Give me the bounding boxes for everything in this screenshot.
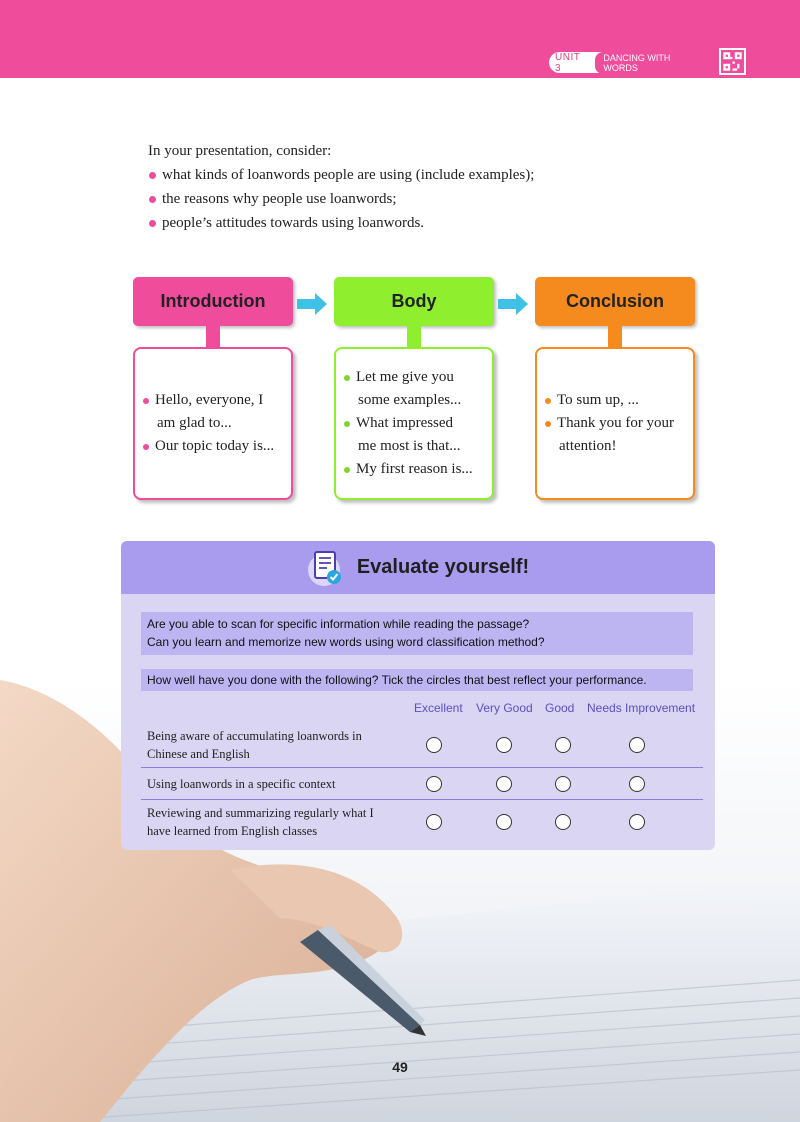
- body-heading: Body: [334, 277, 494, 326]
- rating-circle-needs-improvement[interactable]: [629, 814, 645, 830]
- unit-tag: [549, 52, 715, 73]
- column-good: Good: [545, 701, 575, 715]
- phrase: My first reason is...: [344, 458, 473, 481]
- rating-circle-excellent[interactable]: [426, 776, 442, 792]
- qr-code-icon: [719, 48, 746, 75]
- rating-circle-excellent[interactable]: [426, 814, 442, 830]
- phrase-continuation: am glad to...: [157, 415, 232, 431]
- phrase: What impressed: [344, 412, 473, 435]
- column-very-good: Very Good: [476, 701, 533, 715]
- intro-lead: In your presentation, consider:: [148, 143, 332, 159]
- instruction: How well have you done with the following? Tick the circles that best reflect your performance.: [141, 669, 693, 691]
- body-card: [334, 347, 494, 500]
- evaluation-row: [141, 773, 703, 799]
- intro-bullet: the reasons why people use loanwords;: [148, 187, 534, 211]
- connector: [608, 325, 622, 349]
- rating-circle-good[interactable]: [555, 737, 571, 753]
- column-needs-improvement: Needs Improvement: [587, 701, 696, 715]
- unit-label: UNIT 3: [555, 51, 581, 74]
- row-label: Chinese and English: [147, 747, 250, 761]
- rating-circle-needs-improvement[interactable]: [629, 737, 645, 753]
- rating-circle-good[interactable]: [555, 814, 571, 830]
- intro-bullet: people’s attitudes towards using loanwords.: [148, 211, 534, 235]
- unit-title: DANCING WITH WORDS: [595, 52, 715, 74]
- question-box: [141, 612, 693, 655]
- intro-bullet-list: [148, 163, 534, 235]
- arrow-right-icon: [297, 293, 329, 315]
- arrow-right-icon: [498, 293, 530, 315]
- intro-bullet: what kinds of loanwords people are using (include examples);: [148, 163, 534, 187]
- evaluate-panel: [121, 541, 715, 850]
- question: Can you learn and memorize new words using word classification method?: [147, 635, 545, 649]
- conclusion-card: [535, 347, 695, 500]
- evaluate-title: Evaluate yourself!: [356, 556, 530, 578]
- phrase: Hello, everyone, I: [143, 389, 274, 412]
- intro-text: [148, 139, 534, 235]
- rating-circle-good[interactable]: [555, 776, 571, 792]
- rating-circle-very-good[interactable]: [496, 776, 512, 792]
- phrase-continuation: me most is that...: [358, 438, 461, 454]
- row-label: Using loanwords in a specific context: [147, 777, 336, 791]
- page-number: 49: [392, 1059, 408, 1075]
- row-label: Being aware of accumulating loanwords in: [147, 729, 362, 743]
- phrase-continuation: some examples...: [358, 392, 462, 408]
- evaluate-header: [121, 541, 715, 594]
- row-label: have learned from English classes: [147, 824, 318, 838]
- question: Are you able to scan for specific information while reading the passage?: [147, 617, 530, 631]
- row-divider: [141, 799, 703, 800]
- phrase: Thank you for your: [545, 412, 674, 435]
- row-divider: [141, 767, 703, 768]
- evaluation-row: [141, 727, 703, 767]
- introduction-heading: Introduction: [133, 277, 293, 326]
- phrase: Let me give you: [344, 366, 473, 389]
- phrase: Our topic today is...: [143, 435, 274, 458]
- introduction-card: [133, 347, 293, 500]
- column-excellent: Excellent: [414, 701, 463, 715]
- evaluation-row: [141, 804, 703, 844]
- phrase: To sum up, ...: [545, 389, 674, 412]
- row-label: Reviewing and summarizing regularly what I: [147, 806, 374, 820]
- rating-circle-very-good[interactable]: [496, 814, 512, 830]
- connector: [206, 325, 220, 349]
- conclusion-heading: Conclusion: [535, 277, 695, 326]
- checklist-icon: [307, 548, 345, 588]
- phrase-continuation: attention!: [559, 438, 617, 454]
- rating-circle-very-good[interactable]: [496, 737, 512, 753]
- rating-circle-needs-improvement[interactable]: [629, 776, 645, 792]
- connector: [407, 325, 421, 349]
- rating-circle-excellent[interactable]: [426, 737, 442, 753]
